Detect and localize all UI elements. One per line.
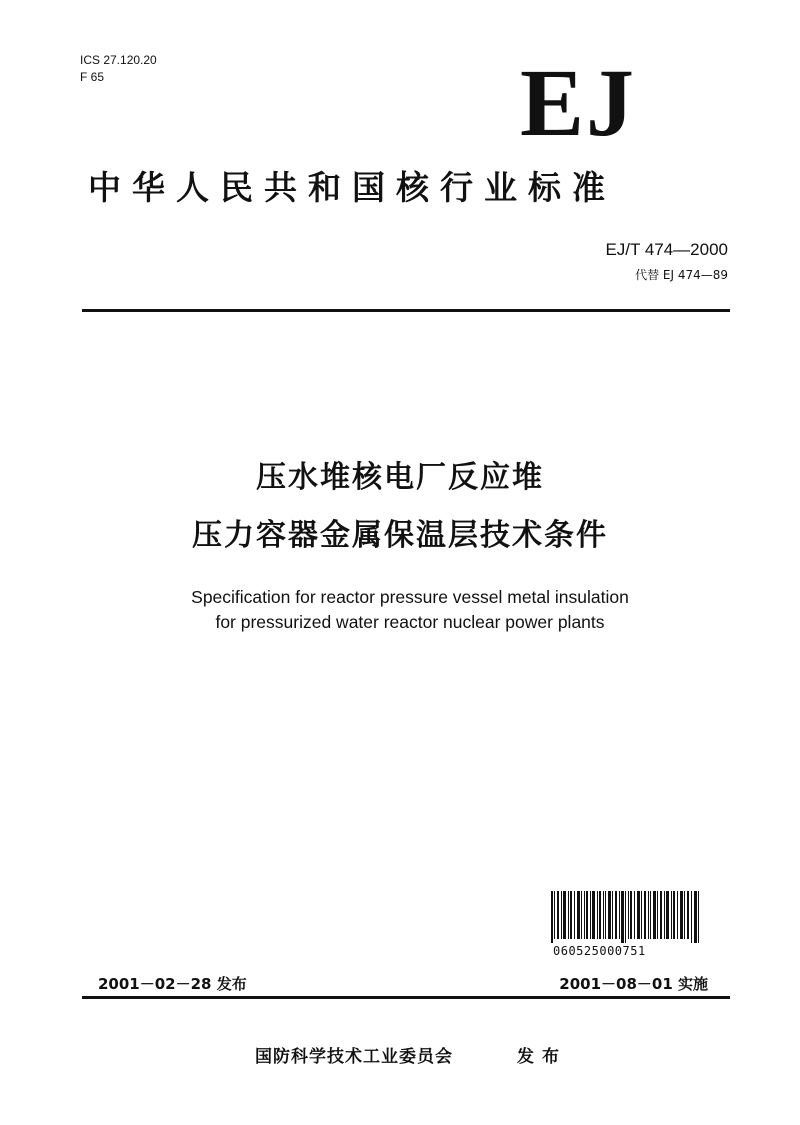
- barcode: [551, 891, 701, 943]
- publisher: 国防科学技术工业委员会: [255, 1047, 453, 1067]
- issue-date: 2001－02－28 发布: [98, 975, 247, 993]
- ics-code: ICS 27.120.20: [80, 53, 157, 67]
- standard-number: EJ/T 474—2000: [605, 240, 728, 259]
- bottom-divider: [82, 996, 730, 999]
- implementation-date: 2001－08－01 实施: [559, 975, 708, 993]
- ej-logo: EJ: [520, 49, 637, 156]
- english-title-line-2: for pressurized water reactor nuclear power plants: [215, 612, 605, 632]
- ccs-code: F 65: [80, 70, 105, 84]
- top-divider: [82, 309, 730, 312]
- chinese-title-line-1: 压水堆核电厂反应堆: [256, 460, 544, 495]
- english-title-line-1: Specification for reactor pressure vessel metal insulation: [191, 587, 629, 607]
- national-standard-title: 中华人民共和国核行业标准: [88, 168, 616, 207]
- replaces-standard: 代替 EJ 474—89: [635, 268, 728, 282]
- classification-codes: [80, 52, 157, 86]
- publish-label: 发布: [517, 1047, 567, 1067]
- barcode-number: 060525000751: [553, 944, 646, 958]
- chinese-title-line-2: 压力容器金属保温层技术条件: [192, 518, 608, 553]
